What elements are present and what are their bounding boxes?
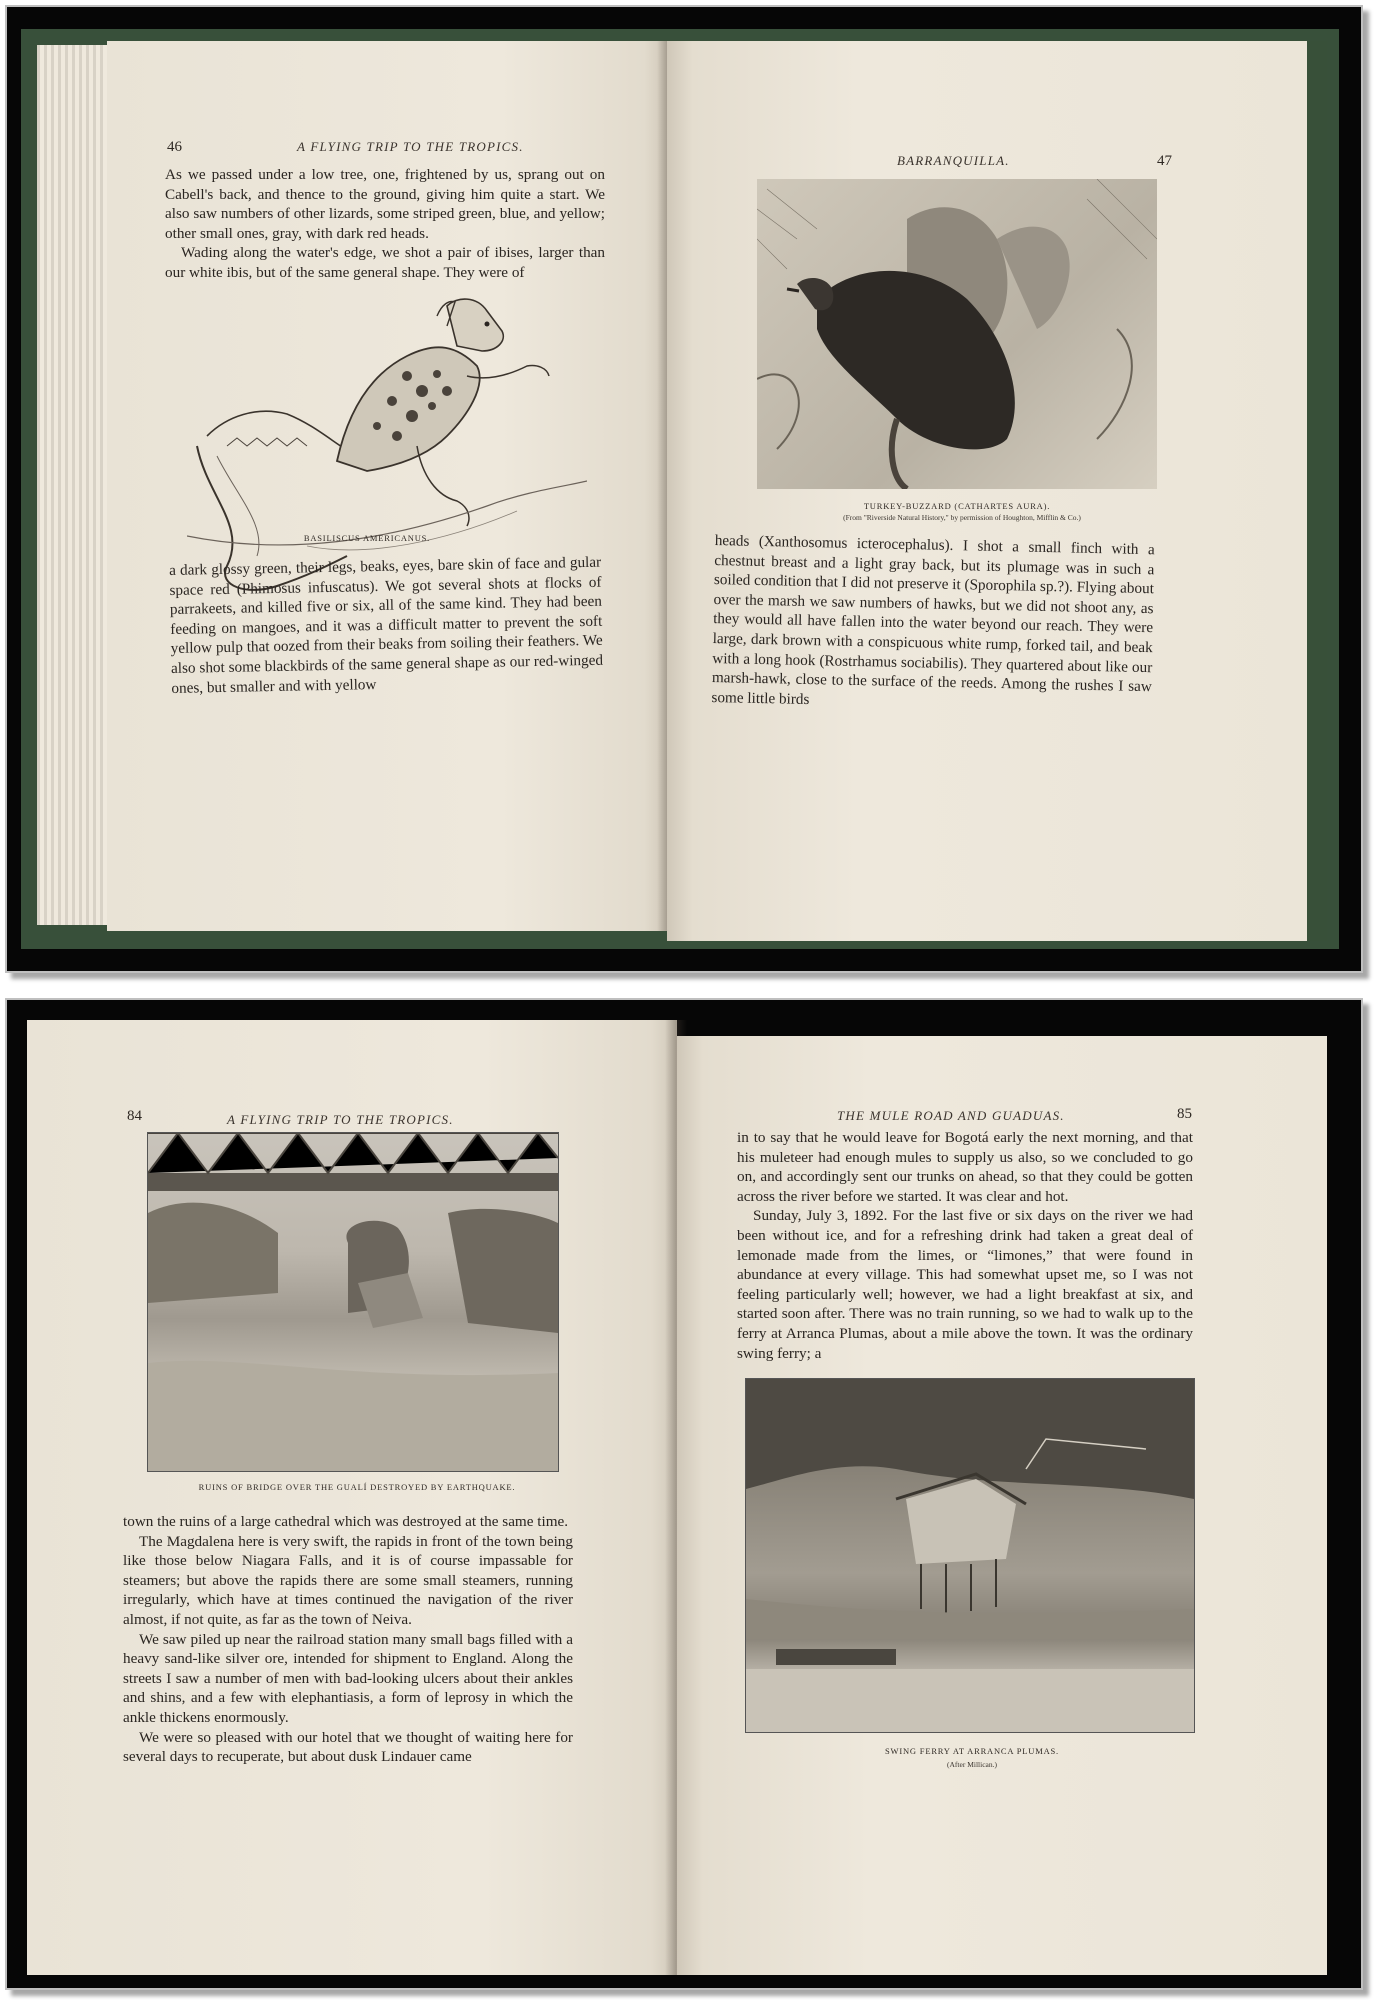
bottom-book-photo <box>5 998 1363 1990</box>
bridge-ruins-photo <box>147 1132 559 1472</box>
paragraph: We were so pleased with our hotel that we thought of waiting here for several days to recuperate, but about dusk Lindauer came <box>123 1728 573 1766</box>
running-head: A FLYING TRIP TO THE TROPICS. <box>297 139 524 154</box>
figure-caption: RUINS OF BRIDGE OVER THE GUALÍ DESTROYED BY EARTHQUAKE. <box>198 1482 516 1492</box>
paragraph: in to say that he would leave for Bogotá early the next morning, and that his muleteer had enough mules to supply us also, so we concluded to go on, and accordingly sent our trunks on ahead, so that they could be gotten across the river before we started. It was clear and hot. <box>737 1129 1193 1205</box>
figure-credit: (After Millican.) <box>947 1760 997 1769</box>
text-block-top <box>165 165 605 283</box>
paragraph: As we passed under a low tree, one, frightened by us, sprang out on Cabell's back, and thence to the ground, giving him quite a start. We also saw numbers of other lizards, some striped green, blue, and yellow; other small ones, gray, with dark red heads. <box>165 166 605 242</box>
paragraph: Sunday, July 3, 1892. For the last five or six days on the river we had been without ice, and for a refreshing drink had taken a great deal of lemonade made from the limes, or “limones,” that were found in abundance at every village. This had somewhat upset me, so I was not feeling particularly well; however, we had a light breakfast at six, and started soon after. There was no train running, so we had to walk up to the ferry at Arranca Plumas, about a mile above the town. It was the ordinary swing ferry; a <box>737 1207 1193 1362</box>
paragraph: a dark glossy green, their legs, beaks, eyes, bare skin of face and gular space red (Phimosus infuscatus). We got several shots at flocks of parrakeets, and killed five or six, all of the same kind. They had been feeding on mangoes, and it was a difficult matter to prevent the soft yellow pulp that oozed from their beaks from soiling their feathers. We also shot some blackbirds of the same general shape as our red-winged ones, but smaller and with yellow <box>169 553 604 697</box>
text-block <box>737 1128 1193 1363</box>
text-block <box>711 531 1155 717</box>
left-page-46 <box>107 41 667 931</box>
cover-right-edge <box>1307 41 1327 941</box>
paragraph: town the ruins of a large cathedral which was destroyed at the same time. <box>123 1513 569 1530</box>
running-head: THE MULE ROAD AND GUADUAS. <box>837 1108 1065 1123</box>
page-number: 84 <box>127 1108 142 1124</box>
text-block-bottom <box>169 553 604 698</box>
paragraph: The Magdalena here is very swift, the rapids in front of the town being like those below Niagara Falls, and it is of course impassable for steamers; but above the rapids there are some small steamers, running irregularly, which have at times continued the navigation of the river almost, if not quite, as far as the town of Neiva. <box>123 1532 573 1628</box>
page-number: 85 <box>1177 1106 1192 1122</box>
swing-ferry-photo <box>745 1378 1195 1733</box>
paragraph: Wading along the water's edge, we shot a pair of ibises, larger than our white ibis, but of the same general shape. They were of <box>165 244 605 281</box>
figure-caption: TURKEY-BUZZARD (CATHARTES AURA). <box>863 501 1051 511</box>
turkey-buzzard-engraving <box>757 179 1157 489</box>
page-stack <box>37 45 107 925</box>
top-book-photo <box>5 5 1363 973</box>
right-page-85 <box>677 1036 1327 1975</box>
text-block <box>123 1512 573 1767</box>
running-head: BARRANQUILLA. <box>897 153 1010 168</box>
running-head: A FLYING TRIP TO THE TROPICS. <box>227 1112 454 1127</box>
paragraph: heads (Xanthosomus icterocephalus). I shot a small finch with a chestnut breast and a light gray back, but its plumage was in such a soiled condition that I did not preserve it (Sporophila sp.?). Flying about over the marsh we saw numbers of hawks, but we did not shoot any, as they would all have fallen into the water beyond our reach. They were large, dark brown with a conspicuous white rump, forked tail, and beak with a long hook (Rostrhamus sociabilis). They quartered about like our marsh-hawk, close to the surface of the reeds. Among the rushes I saw some little birds <box>711 531 1155 708</box>
right-page-47 <box>667 41 1307 941</box>
figure-caption: BASILISCUS AMERICANUS. <box>303 533 431 543</box>
left-page-84 <box>27 1020 677 1975</box>
figure-credit: (From "Riverside Natural History," by permission of Houghton, Mifflin & Co.) <box>843 513 1081 522</box>
paragraph: We saw piled up near the railroad station many small bags filled with a heavy sand-like silver ore, intended for shipment to England. Along the streets I saw a number of men with bad-looking ulcers about their ankles and shins, and a few with elephantiasis, a form of leprosy in which the ankle thickens enormously. <box>123 1630 573 1726</box>
page-number: 47 <box>1157 153 1172 169</box>
page-number: 46 <box>167 139 182 155</box>
figure-caption: SWING FERRY AT ARRANCA PLUMAS. <box>885 1746 1059 1756</box>
